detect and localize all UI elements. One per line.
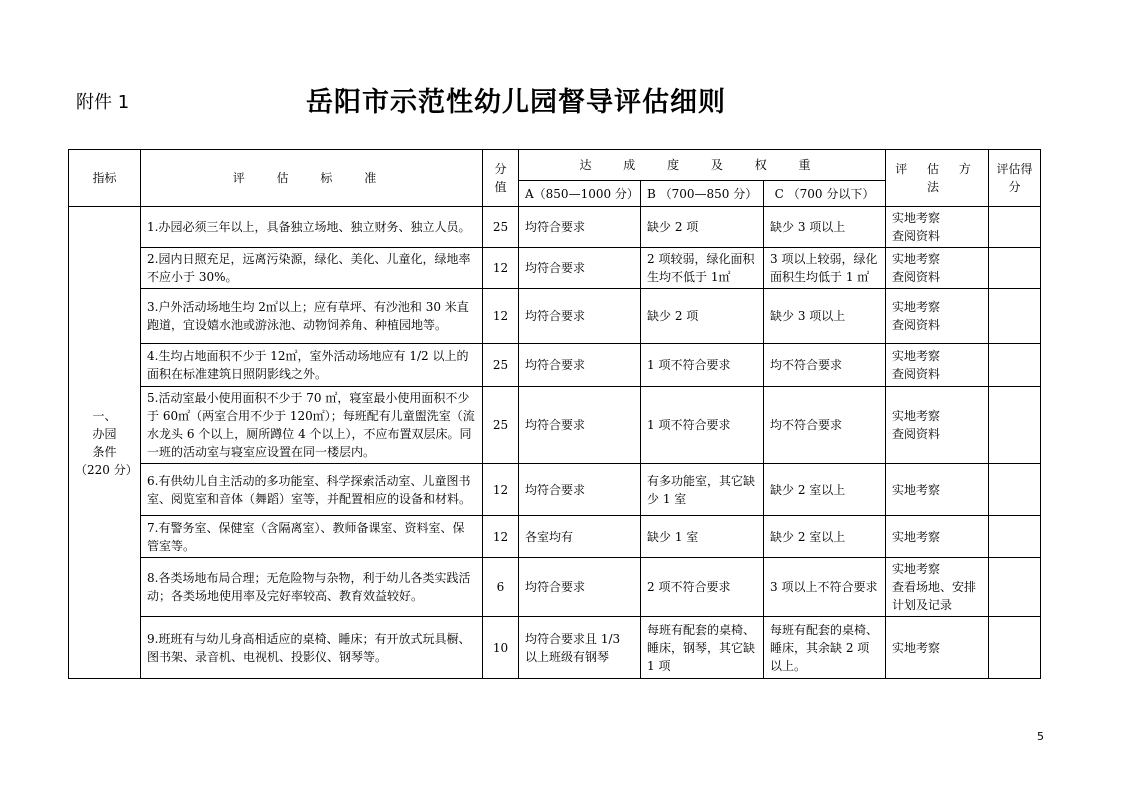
cell-method: 实地考察 xyxy=(886,516,989,558)
cell-criteria: 8.各类场地布局合理；无危险物与杂物，利于幼儿各类实践活动；各类场地使用率及完好率较高、教育效益较好。 xyxy=(141,558,483,617)
cell-b: 2 项较弱，绿化面积生均不低于 1㎡ xyxy=(641,248,764,289)
cell-b: 缺少 1 室 xyxy=(641,516,764,558)
cell-c: 缺少 2 室以上 xyxy=(764,464,886,516)
table-row xyxy=(69,289,1041,344)
cell-score: 6 xyxy=(483,558,519,617)
header-method: 评 估 方 法 xyxy=(886,150,989,207)
cell-result xyxy=(989,207,1041,248)
cell-result xyxy=(989,464,1041,516)
table-row xyxy=(69,464,1041,516)
cell-a: 均符合要求且 1/3 以上班级有钢琴 xyxy=(519,617,641,679)
category-cell xyxy=(69,207,141,679)
cell-b: 缺少 2 项 xyxy=(641,289,764,344)
cell-c: 均不符合要求 xyxy=(764,344,886,387)
cell-a: 均符合要求 xyxy=(519,387,641,464)
cell-score: 25 xyxy=(483,387,519,464)
header-criteria: 评 估 标 准 xyxy=(141,150,483,207)
category-line: 办园 xyxy=(92,426,117,441)
header-grade-b: B （700—850 分） xyxy=(641,181,764,207)
cell-c: 缺少 2 室以上 xyxy=(764,516,886,558)
cell-result xyxy=(989,387,1041,464)
table-row xyxy=(69,344,1041,387)
header-indicator: 指标 xyxy=(69,150,141,207)
cell-score: 12 xyxy=(483,516,519,558)
cell-score: 12 xyxy=(483,289,519,344)
cell-result xyxy=(989,617,1041,679)
cell-method: 实地考察 xyxy=(886,464,989,516)
table-row xyxy=(69,558,1041,617)
cell-criteria: 6.有供幼儿自主活动的多功能室、科学探索活动室、儿童图书室、阅览室和音体（舞蹈）室等，并配置相应的设备和材料。 xyxy=(141,464,483,516)
cell-c: 均不符合要求 xyxy=(764,387,886,464)
cell-c: 缺少 3 项以上 xyxy=(764,207,886,248)
cell-method: 实地考察 xyxy=(886,617,989,679)
attachment-label: 附件 1 xyxy=(76,92,130,113)
cell-criteria: 5.活动室最小使用面积不少于 70 ㎡，寝室最小使用面积不少于 60㎡（两室合用不少于 120㎡）；每班配有儿童盥洗室（流水龙头 6 个以上，厕所蹲位 4 个以上），不应布置双层床。同一班的活动室与寝室应设置在同一楼层内。 xyxy=(141,387,483,464)
cell-a: 均符合要求 xyxy=(519,558,641,617)
cell-result xyxy=(989,558,1041,617)
cell-method: 实地考察 查阅资料 xyxy=(886,387,989,464)
cell-a: 均符合要求 xyxy=(519,207,641,248)
header-result: 评估得分 xyxy=(989,150,1041,207)
cell-criteria: 1.办园必须三年以上，具备独立场地、独立财务、独立人员。 xyxy=(141,207,483,248)
cell-score: 25 xyxy=(483,207,519,248)
cell-c: 3 项以上较弱，绿化面积生均低于 1 ㎡ xyxy=(764,248,886,289)
cell-a: 各室均有 xyxy=(519,516,641,558)
cell-b: 有多功能室，其它缺少 1 室 xyxy=(641,464,764,516)
header-grade-a: A（850—1000 分） xyxy=(519,181,641,207)
cell-result xyxy=(989,289,1041,344)
cell-method: 实地考察 查阅资料 xyxy=(886,289,989,344)
cell-a: 均符合要求 xyxy=(519,464,641,516)
cell-method: 实地考察 查阅资料 xyxy=(886,207,989,248)
cell-a: 均符合要求 xyxy=(519,248,641,289)
table-row xyxy=(69,387,1041,464)
cell-score: 12 xyxy=(483,464,519,516)
page-title: 岳阳市示范性幼儿园督导评估细则 xyxy=(306,87,726,118)
table-row xyxy=(69,248,1041,289)
category-line: 一、 xyxy=(92,408,117,423)
cell-method: 实地考察 查阅资料 xyxy=(886,248,989,289)
cell-result xyxy=(989,248,1041,289)
cell-score: 25 xyxy=(483,344,519,387)
cell-c: 每班有配套的桌椅、睡床，其余缺 2 项以上。 xyxy=(764,617,886,679)
cell-criteria: 7.有警务室、保健室（含隔离室）、教师备课室、资料室、保管室等。 xyxy=(141,516,483,558)
cell-result xyxy=(989,344,1041,387)
header-grade-c: C （700 分以下） xyxy=(764,181,886,207)
cell-result xyxy=(989,516,1041,558)
cell-b: 1 项不符合要求 xyxy=(641,387,764,464)
cell-a: 均符合要求 xyxy=(519,344,641,387)
cell-b: 缺少 2 项 xyxy=(641,207,764,248)
header-score: 分值 xyxy=(483,150,519,207)
cell-method: 实地考察 查阅资料 xyxy=(886,344,989,387)
cell-score: 12 xyxy=(483,248,519,289)
cell-criteria: 4.生均占地面积不少于 12㎡，室外活动场地应有 1/2 以上的面积在标准建筑日照阴影线之外。 xyxy=(141,344,483,387)
cell-b: 每班有配套的桌椅、睡床，钢琴，其它缺 1 项 xyxy=(641,617,764,679)
cell-criteria: 3.户外活动场地生均 2㎡以上；应有草坪、有沙池和 30 米直跑道，宜设嬉水池或游泳池、动物饲养角、种植园地等。 xyxy=(141,289,483,344)
category-line: （220 分） xyxy=(75,462,138,477)
table-row xyxy=(69,207,1041,248)
table-row xyxy=(69,516,1041,558)
cell-b: 1 项不符合要求 xyxy=(641,344,764,387)
cell-criteria: 9.班班有与幼儿身高相适应的桌椅、睡床；有开放式玩具橱、图书架、录音机、电视机、投影仪、钢琴等。 xyxy=(141,617,483,679)
cell-criteria: 2.园内日照充足，远离污染源，绿化、美化、儿童化，绿地率不应小于 30%。 xyxy=(141,248,483,289)
cell-a: 均符合要求 xyxy=(519,289,641,344)
cell-method: 实地考察 查看场地、安排计划及记录 xyxy=(886,558,989,617)
cell-score: 10 xyxy=(483,617,519,679)
cell-b: 2 项不符合要求 xyxy=(641,558,764,617)
evaluation-table xyxy=(68,149,1041,679)
category-line: 条件 xyxy=(92,444,117,459)
page-number: 5 xyxy=(1037,730,1044,743)
header-achievement: 达 成 度 及 权 重 xyxy=(519,150,886,181)
cell-c: 缺少 3 项以上 xyxy=(764,289,886,344)
table-row xyxy=(69,617,1041,679)
cell-c: 3 项以上不符合要求 xyxy=(764,558,886,617)
